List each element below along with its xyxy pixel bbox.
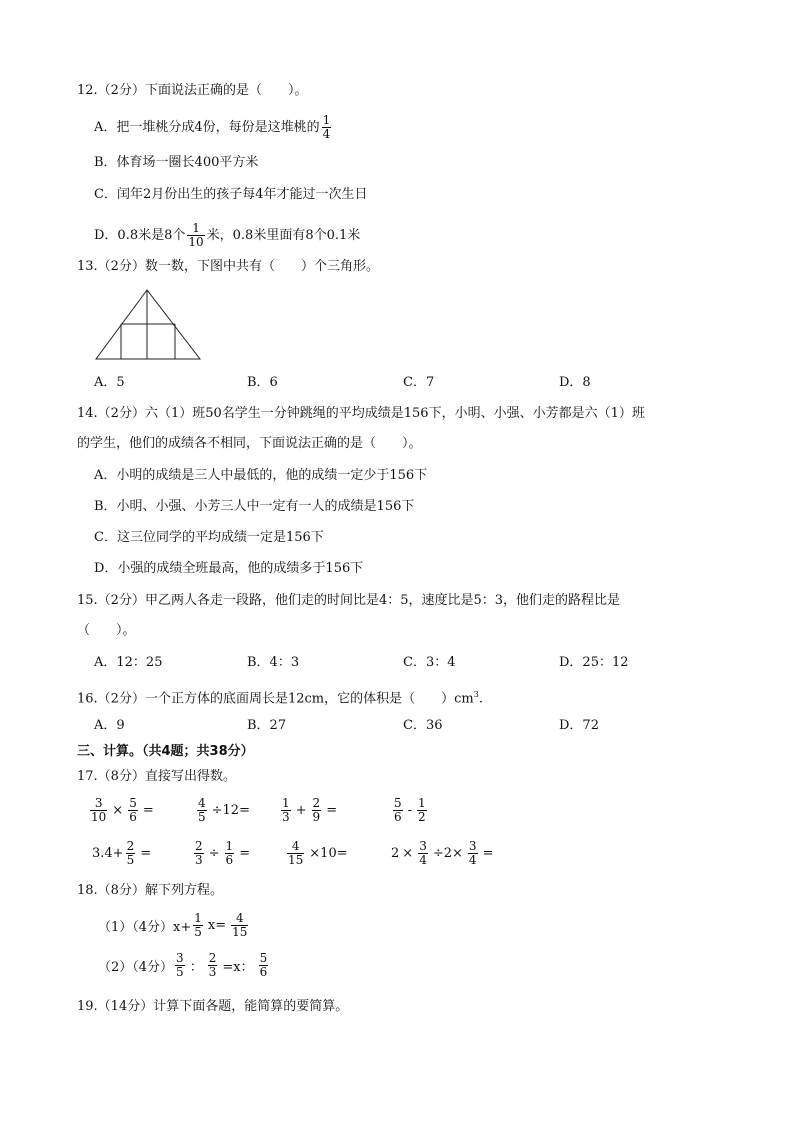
q12-stem: 12.（2分）下面说法正确的是（ ）。 xyxy=(77,83,308,98)
q14-option-b: B．小明、小强、小芳三人中一定有一人的成绩是156下 xyxy=(94,499,415,514)
q17-expr-6: $\frac{2}{3}$ ÷ $\frac{1}{6}$ = xyxy=(195,839,251,867)
section-heading: 三、计算。（共4题；共38分） xyxy=(77,744,254,759)
q17-expr-4: $\frac{5}{6}$ - $\frac{1}{2}$ xyxy=(394,796,426,824)
fraction: $\frac{1}{10}$ xyxy=(188,221,204,249)
q16-option-c: C．36 xyxy=(403,718,443,733)
q16-option-b: B．27 xyxy=(247,718,287,733)
q13-option-b: B．6 xyxy=(247,375,278,390)
q15-stem-line1: 15.（2分）甲乙两人各走一段路，他们走的时间比是4：5，速度比是5：3，他们走的路程比是 xyxy=(77,593,621,608)
q12-option-d-pre: D．0.8米是8个 xyxy=(94,228,186,243)
q18-equation-1: （1）（4分）x+ $\frac{1}{5}$ x= $\frac{4}{15}$ xyxy=(98,911,248,939)
q12-option-d xyxy=(94,222,360,249)
q15-option-b: B．4：3 xyxy=(247,655,300,670)
q13-option-a: A．5 xyxy=(94,375,125,390)
q15-stem-line2: （ ）。 xyxy=(77,623,136,638)
q16-option-d: D．72 xyxy=(559,718,599,733)
q17-expr-1: $\frac{3}{10}$ × $\frac{5}{6}$ = xyxy=(91,796,154,824)
triangle-figure xyxy=(94,288,204,362)
q14-option-c: C．这三位同学的平均成绩一定是156下 xyxy=(94,530,324,545)
q14-option-a: A．小明的成绩是三人中最低的，他的成绩一定少于156下 xyxy=(94,468,428,483)
q13-stem: 13.（2分）数一数，下图中共有（ ）个三角形。 xyxy=(77,259,379,274)
q12-option-b: B．体育场一圈长400平方米 xyxy=(94,155,259,170)
fraction: $\frac{1}{4}$ xyxy=(322,113,331,141)
q12-option-d-post: 米，0.8米里面有8个0.1米 xyxy=(206,228,361,243)
q13-option-c: C．7 xyxy=(403,375,435,390)
q18-equation-2: （2）（4分） $\frac{3}{5}$ ： $\frac{2}{3}$ =x： $\frac{5}{6}$ xyxy=(98,951,268,979)
q15-option-c: C．3：4 xyxy=(403,655,456,670)
q13-option-d: D．8 xyxy=(559,375,591,390)
q17-expr-8: 2 × $\frac{3}{4}$ ÷2× $\frac{3}{4}$ = xyxy=(391,839,494,867)
q17-expr-5: 3.4+ $\frac{2}{5}$ = xyxy=(92,839,152,867)
q15-option-d: D．25：12 xyxy=(559,655,629,670)
q12-option-a xyxy=(94,114,333,141)
q12-option-c: C．闰年2月份出生的孩子每4年才能过一次生日 xyxy=(94,187,368,202)
q17-expr-3: $\frac{1}{3}$ + $\frac{2}{9}$ = xyxy=(282,796,338,824)
q12-option-a-text: A．把一堆桃分成4份，每份是这堆桃的 xyxy=(94,120,320,135)
q19-stem: 19.（14分）计算下面各题，能简算的要简算。 xyxy=(77,999,349,1014)
q18-stem: 18.（8分）解下列方程。 xyxy=(77,883,223,898)
q14-option-d: D．小强的成绩全班最高，他的成绩多于156下 xyxy=(94,561,364,576)
q14-stem-line1: 14.（2分）六（1）班50名学生一分钟跳绳的平均成绩是156下，小明、小强、小芳都是六（1）班 xyxy=(77,406,645,421)
q16-stem: 16.（2分）一个正方体的底面周长是12cm，它的体积是（ ）$cm^3$. xyxy=(77,690,483,707)
q17-expr-7: $\frac{4}{15}$ ×10= xyxy=(288,839,348,867)
q14-stem-line2: 的学生，他们的成绩各不相同，下面说法正确的是（ ）。 xyxy=(77,436,422,451)
q17-expr-2: $\frac{4}{5}$ ÷12= xyxy=(198,796,250,824)
q16-option-a: A．9 xyxy=(94,718,125,733)
q17-stem: 17.（8分）直接写出得数。 xyxy=(77,769,236,784)
q15-option-a: A．12：25 xyxy=(94,655,163,670)
